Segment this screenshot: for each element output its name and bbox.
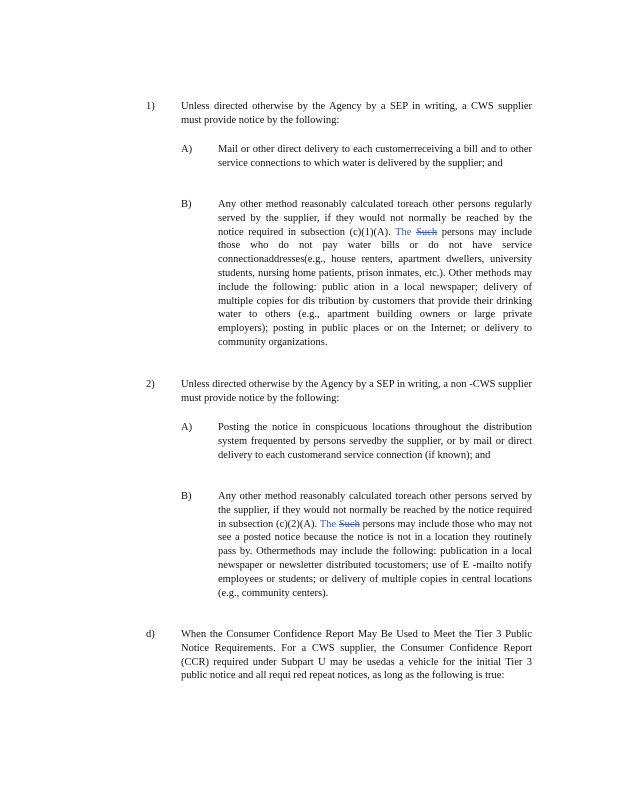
section-text: Unless directed otherwise by the Agency by a SEP in writing, a CWS supplier must provide notice by the following: <box>181 101 532 126</box>
section-label: 2) <box>146 379 155 390</box>
text-run: persons may include those who may not see a posted notice because the notice is not in a location they routinely pass by. Othermethods may include the following: publication in a local newspaper or newsletter distributed tocustomers; use of E -mailto notify employees or students; or delivery of multiple copies in central locations (e.g., community centers). <box>218 518 533 599</box>
subsection-label: B) <box>181 491 192 502</box>
deleted-text: Such <box>338 518 360 530</box>
subsection-text: Posting the notice in conspicuous locations throughout the distribution system frequented by persons servedby the supplier, or by mail or direct delivery to each customerand service connection (if known); and <box>218 422 532 461</box>
inserted-text: The <box>395 226 412 238</box>
deleted-text: Such <box>416 226 438 238</box>
inserted-text: The <box>319 518 337 530</box>
section-text: Unless directed otherwise by the Agency by a SEP in writing, a non -CWS supplier must provide notice by the following: <box>181 379 532 404</box>
section-text: When the Consumer Confidence Report May Be Used to Meet the Tier 3 Public Notice Requirements. For a CWS supplier, the Consumer Confidence Report (CCR) required under Subpart U may be usedas a vehicle for the initial Tier 3 public notice and all requi red repeat notices, as long as the following is true: <box>181 629 532 682</box>
subsection-text <box>218 490 532 600</box>
subsection-label: A) <box>181 422 193 433</box>
text-run: Any other method reasonably calculated toreach other persons regularly served by the supplier, if they would not normally be reached by the notice required in subsection (c)(1)(A). <box>218 199 532 238</box>
text-run: Any other method reasonably calculated toreach other persons served by the supplier, if they would not normally be reached by the notice required in subsection (c)(2)(A). <box>218 491 532 530</box>
text-run: persons may include those who do not pay water bills or do not have service connectionaddresses(e.g., house renters, apartment dwellers, university students, nursing home patients, prison inmates, etc.). Other methods may include the following: public ation in a local newspaper; delivery of multiple copies for dis tribution by customers that provide their drinking water to others (e.g., apartment building owners or large private employers); posting in public places or on the Internet; or delivery to community organizations. <box>218 226 533 348</box>
section-label: 1) <box>146 101 155 112</box>
subsection-text <box>218 198 532 350</box>
subsection-label: B) <box>181 199 192 210</box>
subsection-text: Mail or other direct delivery to each customerreceiving a bill and to other service connections to which water is delivered by the supplier; and <box>218 144 532 169</box>
section-label: d) <box>146 629 155 640</box>
subsection-label: A) <box>181 144 193 155</box>
